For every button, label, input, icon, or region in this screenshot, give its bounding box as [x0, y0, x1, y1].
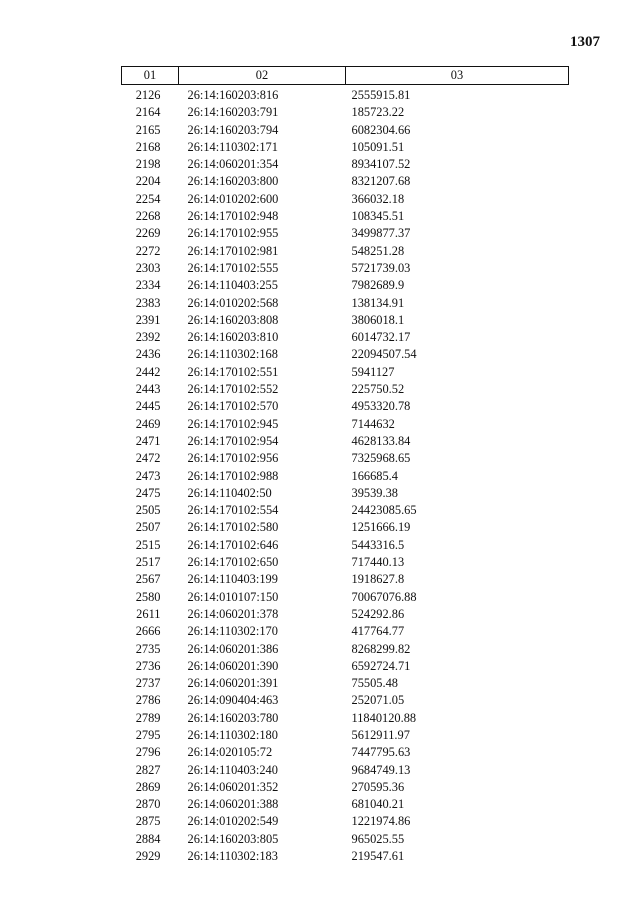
cadastral-value-cell: 6592724.71 — [351, 658, 411, 673]
table-row — [122, 364, 569, 381]
cadastral-number-cell: 26:14:110402:50 — [187, 485, 272, 500]
row-number-cell: 2472 — [135, 451, 161, 466]
table-row — [122, 433, 569, 450]
row-number-cell: 2164 — [135, 105, 161, 120]
row-number-cell: 2580 — [135, 589, 161, 604]
cadastral-value-cell: 524292.86 — [351, 606, 405, 621]
table-row — [122, 243, 569, 260]
row-number-cell: 2827 — [135, 762, 161, 777]
column-header-02: 02 — [179, 67, 346, 85]
cadastral-number-cell: 26:14:060201:378 — [187, 606, 279, 621]
column-header-03: 03 — [346, 67, 569, 85]
cadastral-number-cell: 26:14:170102:552 — [187, 382, 279, 397]
cadastral-value-cell: 2555915.81 — [351, 88, 411, 102]
cadastral-number-cell: 26:14:160203:810 — [187, 330, 279, 345]
table-row — [122, 139, 569, 156]
cadastral-value-cell: 252071.05 — [351, 693, 405, 708]
cadastral-number-cell: 26:14:170102:650 — [187, 555, 279, 570]
table-row — [122, 450, 569, 467]
cadastral-number-cell: 26:14:170102:955 — [187, 226, 279, 241]
row-number-cell: 2391 — [135, 312, 161, 327]
cadastral-value-cell: 138134.91 — [351, 295, 405, 310]
table-row — [122, 85, 569, 105]
row-number-cell: 2383 — [135, 295, 161, 310]
cadastral-value-cell: 548251.28 — [351, 243, 405, 258]
cadastral-value-cell: 7325968.65 — [351, 451, 411, 466]
cadastral-number-cell: 26:14:010202:568 — [187, 295, 279, 310]
row-number-cell: 2869 — [135, 779, 161, 794]
cadastral-value-cell: 9684749.13 — [351, 762, 411, 777]
cadastral-number-cell: 26:14:170102:646 — [187, 537, 279, 552]
cadastral-number-cell: 26:14:060201:354 — [187, 157, 279, 172]
row-number-cell: 2254 — [135, 191, 161, 206]
cadastral-value-cell: 219547.61 — [351, 849, 405, 864]
table-row — [122, 641, 569, 658]
row-number-cell: 2884 — [135, 831, 161, 846]
cadastral-value-cell: 1251666.19 — [351, 520, 411, 535]
cadastral-value-cell: 5941127 — [351, 364, 395, 379]
row-number-cell: 2392 — [135, 330, 161, 345]
cadastral-number-cell: 26:14:060201:386 — [187, 641, 279, 656]
cadastral-number-cell: 26:14:160203:794 — [187, 122, 279, 137]
cadastral-number-cell: 26:14:110302:171 — [187, 139, 278, 154]
page-number: 1307 — [570, 34, 600, 50]
cadastral-number-cell: 26:14:170102:954 — [187, 433, 279, 448]
table-row — [122, 346, 569, 363]
table-row — [122, 796, 569, 813]
cadastral-value-cell: 108345.51 — [351, 209, 405, 224]
table-header — [122, 67, 569, 85]
cadastral-number-cell: 26:14:170102:555 — [187, 260, 279, 275]
cadastral-number-cell: 26:14:010107:150 — [187, 589, 279, 604]
row-number-cell: 2870 — [135, 797, 161, 812]
table-row — [122, 329, 569, 346]
table-row — [122, 208, 569, 225]
cadastral-value-cell: 717440.13 — [351, 555, 405, 570]
cadastral-number-cell: 26:14:170102:981 — [187, 243, 279, 258]
cadastral-number-cell: 26:14:160203:800 — [187, 174, 279, 189]
cadastral-number-cell: 26:14:090404:463 — [187, 693, 279, 708]
table-row — [122, 225, 569, 242]
table-row — [122, 398, 569, 415]
cadastral-value-cell: 39539.38 — [351, 485, 398, 500]
table-row — [122, 173, 569, 190]
row-number-cell: 2204 — [135, 174, 161, 189]
row-number-cell: 2126 — [135, 88, 161, 102]
row-number-cell: 2436 — [135, 347, 161, 362]
cadastral-value-cell: 7144632 — [351, 416, 395, 431]
cadastral-number-cell: 26:14:160203:816 — [187, 88, 279, 102]
table-row — [122, 381, 569, 398]
row-number-cell: 2445 — [135, 399, 161, 414]
table-row — [122, 658, 569, 675]
cadastral-number-cell: 26:14:010202:549 — [187, 814, 279, 829]
cadastral-number-cell: 26:14:110403:199 — [187, 572, 278, 587]
cadastral-value-cell: 270595.36 — [351, 779, 405, 794]
cadastral-value-cell: 8321207.68 — [351, 174, 411, 189]
row-number-cell: 2796 — [135, 745, 161, 760]
table-row — [122, 762, 569, 779]
cadastral-value-cell: 7447795.63 — [351, 745, 411, 760]
table-row — [122, 831, 569, 848]
cadastral-number-cell: 26:14:160203:805 — [187, 831, 279, 846]
row-number-cell: 2269 — [135, 226, 161, 241]
cadastral-value-cell: 8934107.52 — [351, 157, 411, 172]
cadastral-value-cell: 1918627.8 — [351, 572, 405, 587]
cadastral-number-cell: 26:14:170102:570 — [187, 399, 279, 414]
cadastral-value-cell: 5443316.5 — [351, 537, 405, 552]
row-number-cell: 2303 — [135, 260, 161, 275]
table-row — [122, 692, 569, 709]
cadastral-number-cell: 26:14:170102:956 — [187, 451, 279, 466]
cadastral-value-cell: 5612911.97 — [351, 727, 410, 742]
row-number-cell: 2469 — [135, 416, 161, 431]
row-number-cell: 2165 — [135, 122, 161, 137]
cadastral-value-cell: 8268299.82 — [351, 641, 411, 656]
row-number-cell: 2666 — [135, 624, 161, 639]
cadastral-value-cell: 965025.55 — [351, 831, 405, 846]
cadastral-value-cell: 5721739.03 — [351, 260, 411, 275]
cadastral-number-cell: 26:14:170102:945 — [187, 416, 279, 431]
cadastral-number-cell: 26:14:110403:255 — [187, 278, 278, 293]
row-number-cell: 2737 — [135, 676, 161, 691]
table-row — [122, 675, 569, 692]
row-number-cell: 2505 — [135, 503, 161, 518]
cadastral-value-cell: 75505.48 — [351, 676, 398, 691]
cadastral-value-cell: 6014732.17 — [351, 330, 411, 345]
cadastral-value-cell: 3806018.1 — [351, 312, 405, 327]
table-row — [122, 468, 569, 485]
cadastral-value-cell: 22094507.54 — [351, 347, 417, 362]
table-row — [122, 606, 569, 623]
row-number-cell: 2789 — [135, 710, 161, 725]
cadastral-value-cell: 185723.22 — [351, 105, 405, 120]
cadastral-number-cell: 26:14:160203:780 — [187, 710, 279, 725]
row-number-cell: 2736 — [135, 658, 161, 673]
table-row — [122, 710, 569, 727]
cadastral-value-cell: 3499877.37 — [351, 226, 411, 241]
cadastral-value-table — [121, 66, 569, 865]
row-number-cell: 2475 — [135, 485, 161, 500]
cadastral-value-cell: 7982689.9 — [351, 278, 405, 293]
table-row — [122, 727, 569, 744]
table-body — [122, 85, 569, 866]
cadastral-value-cell: 225750.52 — [351, 382, 405, 397]
table-row — [122, 295, 569, 312]
table-row — [122, 813, 569, 830]
cadastral-value-cell: 4628133.84 — [351, 433, 411, 448]
row-number-cell: 2168 — [135, 139, 161, 154]
row-number-cell: 2334 — [135, 278, 161, 293]
cadastral-number-cell: 26:14:060201:391 — [187, 676, 279, 691]
table-row — [122, 277, 569, 294]
table-row — [122, 485, 569, 502]
row-number-cell: 2795 — [135, 727, 161, 742]
row-number-cell: 2735 — [135, 641, 161, 656]
cadastral-number-cell: 26:14:170102:580 — [187, 520, 279, 535]
table-row — [122, 554, 569, 571]
row-number-cell: 2473 — [135, 468, 161, 483]
table-row — [122, 519, 569, 536]
cadastral-value-cell: 166685.4 — [351, 468, 398, 483]
table-row — [122, 122, 569, 139]
cadastral-number-cell: 26:14:160203:808 — [187, 312, 279, 327]
cadastral-value-cell: 11840120.88 — [351, 710, 417, 725]
table-row — [122, 312, 569, 329]
row-number-cell: 2268 — [135, 209, 161, 224]
table-row — [122, 848, 569, 865]
cadastral-value-cell: 417764.77 — [351, 624, 405, 639]
cadastral-value-cell: 4953320.78 — [351, 399, 411, 414]
cadastral-number-cell: 26:14:010202:600 — [187, 191, 279, 206]
cadastral-number-cell: 26:14:110302:180 — [187, 727, 278, 742]
cadastral-value-cell: 24423085.65 — [351, 503, 417, 518]
cadastral-value-cell: 70067076.88 — [351, 589, 417, 604]
table-row — [122, 571, 569, 588]
row-number-cell: 2272 — [135, 243, 161, 258]
cadastral-value-cell: 105091.51 — [351, 139, 405, 154]
table-row — [122, 779, 569, 796]
cadastral-number-cell: 26:14:170102:948 — [187, 209, 279, 224]
column-header-01: 01 — [122, 67, 179, 85]
row-number-cell: 2786 — [135, 693, 161, 708]
table-header-row — [122, 67, 569, 85]
cadastral-number-cell: 26:14:060201:388 — [187, 797, 279, 812]
cadastral-number-cell: 26:14:110302:183 — [187, 849, 278, 864]
table-row — [122, 416, 569, 433]
cadastral-number-cell: 26:14:060201:352 — [187, 779, 279, 794]
row-number-cell: 2442 — [135, 364, 161, 379]
table-row — [122, 191, 569, 208]
cadastral-number-cell: 26:14:160203:791 — [187, 105, 279, 120]
table-row — [122, 589, 569, 606]
table-row — [122, 744, 569, 761]
row-number-cell: 2567 — [135, 572, 161, 587]
table-row — [122, 156, 569, 173]
cadastral-number-cell: 26:14:170102:551 — [187, 364, 279, 379]
row-number-cell: 2875 — [135, 814, 161, 829]
row-number-cell: 2443 — [135, 382, 161, 397]
cadastral-number-cell: 26:14:060201:390 — [187, 658, 279, 673]
row-number-cell: 2471 — [135, 433, 161, 448]
cadastral-value-cell: 6082304.66 — [351, 122, 411, 137]
cadastral-number-cell: 26:14:020105:72 — [187, 745, 273, 760]
cadastral-value-cell: 681040.21 — [351, 797, 405, 812]
cadastral-value-cell: 366032.18 — [351, 191, 405, 206]
table-row — [122, 537, 569, 554]
table-row — [122, 260, 569, 277]
row-number-cell: 2507 — [135, 520, 161, 535]
table-row — [122, 623, 569, 640]
cadastral-number-cell: 26:14:110302:170 — [187, 624, 278, 639]
row-number-cell: 2198 — [135, 157, 161, 172]
cadastral-number-cell: 26:14:170102:988 — [187, 468, 279, 483]
row-number-cell: 2929 — [135, 849, 161, 864]
table-row — [122, 104, 569, 121]
cadastral-value-cell: 1221974.86 — [351, 814, 411, 829]
row-number-cell: 2517 — [135, 555, 161, 570]
table-row — [122, 502, 569, 519]
row-number-cell: 2515 — [135, 537, 161, 552]
cadastral-number-cell: 26:14:110403:240 — [187, 762, 278, 777]
cadastral-number-cell: 26:14:110302:168 — [187, 347, 278, 362]
cadastral-number-cell: 26:14:170102:554 — [187, 503, 279, 518]
row-number-cell: 2611 — [136, 606, 161, 621]
